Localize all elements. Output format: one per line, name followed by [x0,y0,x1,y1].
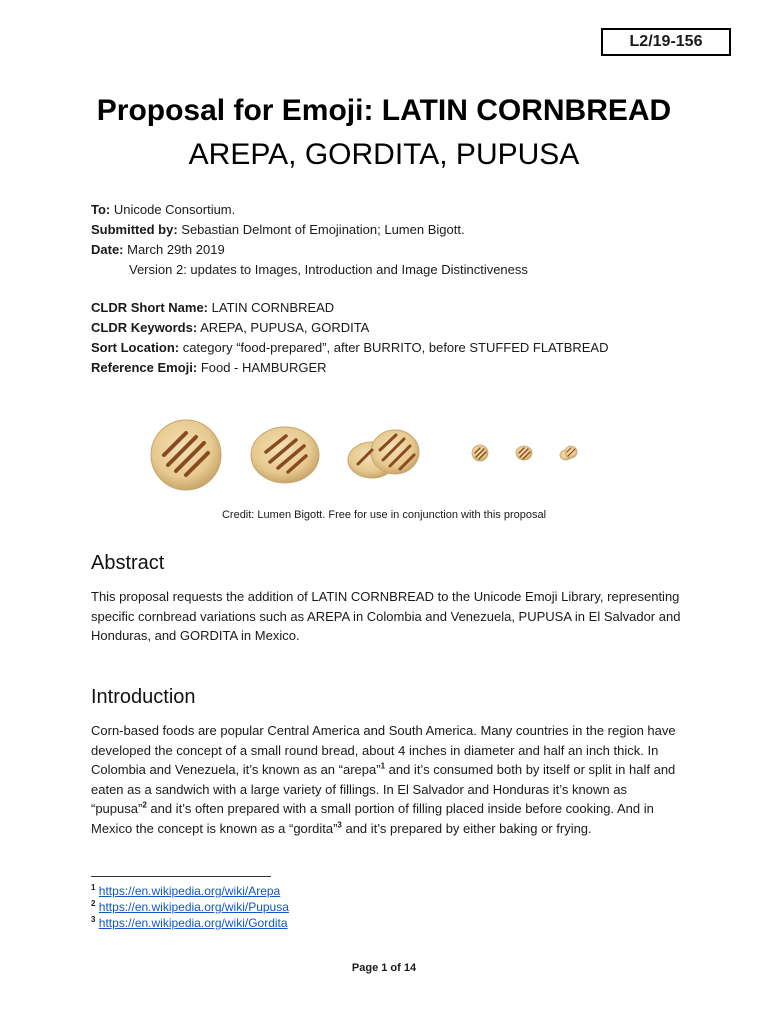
page-number: Page 1 of 14 [351,962,417,974]
abstract-heading: Abstract [91,552,165,574]
image-credit: Credit: Lumen Bigott. Free for use in conjunction with this proposal [221,509,547,521]
title-line-2: AREPA, GORDITA, PUPUSA [188,138,580,171]
meta-sort-location: Sort Location: category “food-prepared”, after BURRITO, before STUFFED FLATBREAD [91,340,609,355]
cornbread-small-2-icon [516,446,532,460]
footnote-2: $^2$ https://en.wikipedia.org/wiki/Pupusa [91,899,289,914]
cornbread-small-1-icon [472,445,488,461]
cornbread-medium-icon [251,427,319,483]
footnote-divider [91,876,271,877]
introduction-heading: Introduction [91,686,196,708]
cornbread-stack-icon [348,430,419,478]
cornbread-small-3-icon [560,446,577,460]
footnote-3: $^3$ https://en.wikipedia.org/wiki/Gordita [91,915,288,930]
meta-reference-emoji: Reference Emoji: Food - HAMBURGER [91,360,327,375]
footnote-link-gordita[interactable]: https://en.wikipedia.org/wiki/Gordita [98,916,288,930]
footnote-1: $^1$ https://en.wikipedia.org/wiki/Arepa [91,883,281,898]
footnote-link-pupusa[interactable]: https://en.wikipedia.org/wiki/Pupusa [98,900,289,914]
meta-version-note: Version 2: updates to Images, Introduction and Image Distinctiveness [129,262,528,277]
footnote-link-arepa[interactable]: https://en.wikipedia.org/wiki/Arepa [98,884,281,898]
meta-to: To: Unicode Consortium. [91,202,236,217]
meta-short-name: CLDR Short Name: LATIN CORNBREAD [91,300,335,315]
cornbread-large-icon [151,420,221,490]
emoji-samples [0,410,768,500]
meta-date: Date: March 29th 2019 [91,242,225,257]
meta-keywords: CLDR Keywords: AREPA, PUPUSA, GORDITA [91,320,370,335]
abstract-text: This proposal requests the addition of LATIN CORNBREAD to the Unicode Emoji Library, representing specific cornbread variations such as AREPA in Colombia and Venezuela, PUPUSA in El Salvador and Honduras, and GORDITA in Mexico. [91,589,681,644]
cornbread-emoji-images [0,410,768,500]
title-line-1: Proposal for Emoji: LATIN CORNBREAD [96,94,672,127]
meta-submitted: Submitted by: Sebastian Delmont of Emojination; Lumen Bigott. [91,222,465,237]
document-id: L2/19-156 [601,28,731,56]
introduction-text: Corn-based foods are popular Central America and South America. Many countries in the region have developed the concept of a small round bread, about 4 inches in diameter and half an inch thick. In Colombia and Venezuela, it’s known as an “arepa”$^1$ and it’s consumed both by itself or split in half and eaten as a sandwich with a large variety of fillings. In El Salvador and Honduras it’s known as “pupusa”$^2$ and it’s often prepared with a small portion of filling placed inside before cooking. And in Mexico the concept is known as a “gordita”$^3$ and it’s prepared by either baking or frying. [91,723,676,836]
